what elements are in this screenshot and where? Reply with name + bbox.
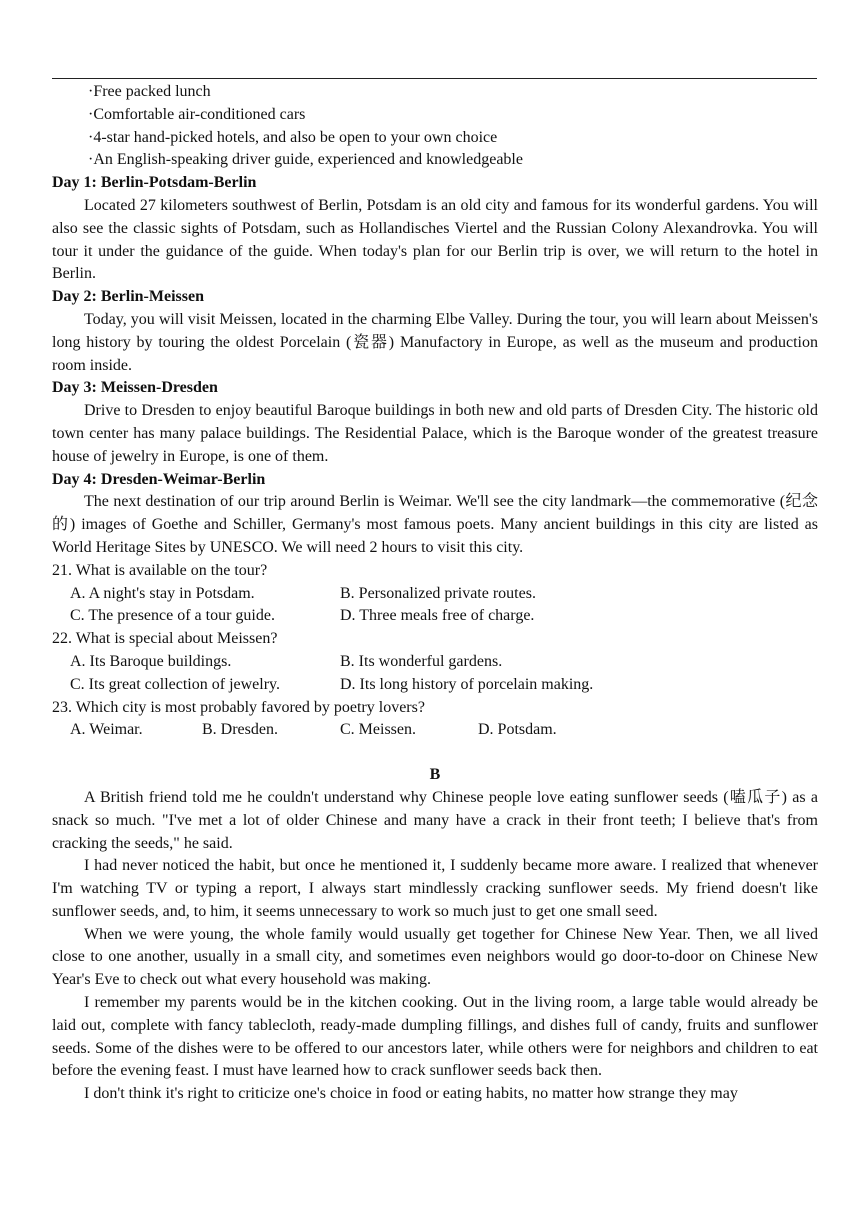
day-heading: Day 1: Berlin-Potsdam-Berlin <box>52 174 257 192</box>
top-rule <box>52 78 817 79</box>
question-stem: 21. What is available on the tour? <box>52 561 268 579</box>
day-3 <box>52 377 818 468</box>
day-heading: Day 4: Dresden-Weimar-Berlin <box>52 470 266 488</box>
option-c: C. Its great collection of jewelry. <box>70 675 280 693</box>
document-body <box>52 81 818 1106</box>
tour-features <box>52 81 818 172</box>
question-22 <box>52 628 818 696</box>
question-21 <box>52 560 818 628</box>
passage-paragraph: When we were young, the whole family would usually get together for Chinese New Year. Then, we all lived close to one another, usually in a small city, and sometimes even neighbors would go door-to-door on Chinese New Year's Eve to check out what every household was making. <box>52 925 818 989</box>
option-d: D. Potsdam. <box>478 721 557 739</box>
feature-item: ·Free packed lunch <box>88 83 211 100</box>
option-d: D. Three meals free of charge. <box>340 607 535 625</box>
option-a: A. Weimar. <box>70 721 143 739</box>
passage-paragraph: I don't think it's right to criticize one's choice in food or eating habits, no matter how strange they may <box>84 1085 738 1103</box>
option-b: B. Personalized private routes. <box>340 584 536 602</box>
passage-paragraph: I remember my parents would be in the kitchen cooking. Out in the living room, a large table would already be laid out, complete with fancy tablecloth, ready-made dumpling fillings, and dishes full of candy, fruits and sunflower seeds. Some of the dishes were to be offered to our ancestors later, while others were for neighbors and children to eat before the evening feast. I must have learned how to crack sunflower seeds back then. <box>52 994 818 1080</box>
day-1 <box>52 172 818 286</box>
option-a: A. Its Baroque buildings. <box>70 652 232 670</box>
day-2 <box>52 286 818 377</box>
day-4 <box>52 469 818 560</box>
day-text: Today, you will visit Meissen, located in the charming Elbe Valley. During the tour, you will learn about Meissen's long history by touring the oldest Porcelain (瓷器) Manufactory in Europe, as well as the museum and production room inside. <box>52 310 818 374</box>
day-text: The next destination of our trip around Berlin is Weimar. We'll see the city landmark—the commemorative (纪念的) images of Goethe and Schiller, Germany's most famous poets. Many ancient buildings in this city are listed as World Heritage Sites by UNESCO. We will need 2 hours to visit this city. <box>52 493 819 556</box>
day-text: Drive to Dresden to enjoy beautiful Baroque buildings in both new and old parts of Dresden City. The historic old town center has many palace buildings. The Residential Palace, which is the Baroque wonder of the greatest treasure house of jewelry in Europe, is one of them. <box>52 402 818 465</box>
feature-item: ·Comfortable air-conditioned cars <box>88 105 306 123</box>
day-heading: Day 2: Berlin-Meissen <box>52 288 204 306</box>
passage-paragraph: I had never noticed the habit, but once he mentioned it, I suddenly became more aware. I realized that whenever I'm watching TV or typing a report, I always start mindlessly cracking sunflower seeds. My friend doesn't like sunflower seeds, and, to him, it seems unnecessary to work so much just to get one small seed. <box>52 857 818 920</box>
passage-paragraph: A British friend told me he couldn't understand why Chinese people love eating sunflower seeds (嗑瓜子) as a snack so much. "I've met a lot of older Chinese and many have a crack in their front teeth; I believe that's from cracking the seeds," he said. <box>52 788 818 852</box>
day-text: Located 27 kilometers southwest of Berlin, Potsdam is an old city and famous for its wonderful gardens. You will also see the classic sights of Potsdam, such as Hollandisches Viertel and the Russian Colony Alexandrovka. You will tour it under the guidance of the guide. When today's plan for our Berlin trip is over, we will return to the hotel in Berlin. <box>52 196 818 283</box>
option-c: C. The presence of a tour guide. <box>70 607 275 625</box>
option-c: C. Meissen. <box>340 721 416 739</box>
option-a: A. A night's stay in Potsdam. <box>70 584 255 602</box>
feature-item: ·4-star hand-picked hotels, and also be open to your own choice <box>88 128 498 146</box>
question-stem: 22. What is special about Meissen? <box>52 630 278 648</box>
feature-item: ·An English-speaking driver guide, experienced and knowledgeable <box>88 151 523 169</box>
section-b-passage <box>52 787 818 1106</box>
question-stem: 23. Which city is most probably favored by poetry lovers? <box>52 698 425 716</box>
option-d: D. Its long history of porcelain making. <box>340 675 594 693</box>
section-b-title: B <box>429 766 441 784</box>
day-heading: Day 3: Meissen-Dresden <box>52 379 218 397</box>
option-b: B. Dresden. <box>202 721 278 739</box>
question-23 <box>52 697 818 743</box>
option-b: B. Its wonderful gardens. <box>340 652 503 670</box>
